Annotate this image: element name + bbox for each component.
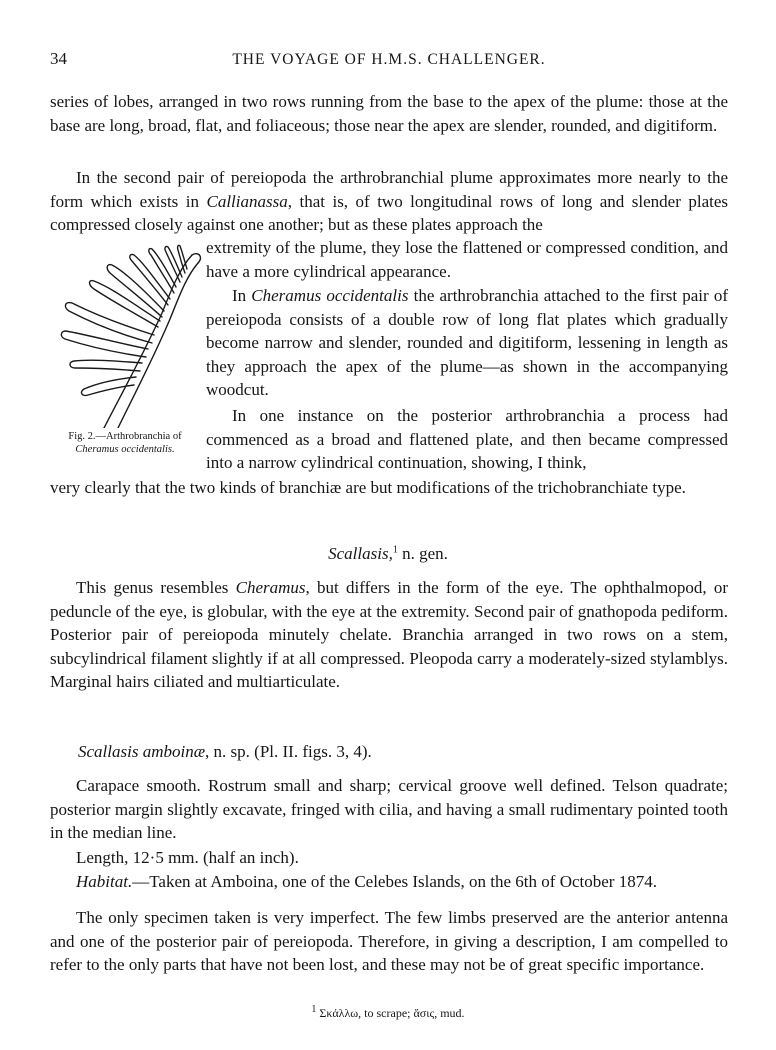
page-number: 34 <box>50 49 67 68</box>
caption-label: Fig. 2.—Arthrobranchia of <box>68 431 182 442</box>
footnote-reference: 1 <box>392 544 398 556</box>
paragraph-posterior-arthrobranchia-continued: very clearly that the two kinds of branchiæ are but modifications of the trichobranchiate type. <box>50 478 686 497</box>
paragraph-species-description: Carapace smooth. Rostrum small and sharp; cervical groove well defined. Telson quadrate; posterior margin slightly excavate, fringed with cilia, and having a small rudimentary pointed tooth in the median line. <box>50 776 728 842</box>
paragraph-second-pair: In the second pair of pereiopoda the arthrobranchial plume approximates more nearly to the form which exists in Callianassa, that is, of two longitudinal rows of long and slender plates compressed closely against one another; but as these plates approach the <box>50 168 728 234</box>
footnote-text: Σκάλλω, to scrape; ἄσις, mud. <box>316 1006 465 1020</box>
paragraph-cheramus: In Cheramus occidentalis the arthrobranchia attached to the first pair of pereiopoda consists of a double row of long flat plates which gradually become narrow and slender, rounded and digitiform, lessening in length as they approach the apex of the plume—as shown in the accompanying woodcut. <box>206 286 728 399</box>
paragraph-posterior-arthrobranchia: In one instance on the posterior arthrobranchia a process had commenced as a broad and flattened plate, and then became compressed into a narrow cylindrical continuation, showing, I think, <box>206 406 728 472</box>
genus-cheramus: Cheramus <box>235 578 306 597</box>
footnote-mark: 1 <box>311 1004 317 1015</box>
running-title: THE VOYAGE OF H.M.S. CHALLENGER. <box>232 51 546 68</box>
arthrobranchia-illustration <box>52 243 202 428</box>
genus-callianassa: Callianassa <box>206 191 288 211</box>
species-heading: Scallasis amboinæ, n. sp. (Pl. II. figs. 3, 4). <box>78 742 372 761</box>
page-header <box>50 47 728 71</box>
footnote <box>0 1002 776 1026</box>
paragraph-remarks: The only specimen taken is very imperfect. The few limbs preserved are the anterior antenna and one of the posterior pair of pereiopoda. Therefore, in giving a description, I am compelled to refer to the only parts that have not been lost, and these may not be of great specific importance. <box>50 908 728 974</box>
caption-species: Cheramus occidentalis. <box>75 444 175 455</box>
species-habitat: Habitat.—Taken at Amboina, one of the Celebes Islands, on the 6th of October 1874. <box>76 872 657 891</box>
genus-name: Scallasis, <box>328 544 393 563</box>
paragraph-genus-description: This genus resembles Cheramus, but differs in the form of the eye. The ophthalmopod, or peduncle of the eye, is globular, with the eye at the extremity. Second pair of gnathopoda pediform. Posterior pair of pereiopoda minutely chelate. Branchia arranged in two rows on a stem, subcylindrical filament slightly if at all compressed. Pleopoda carry a moderately-sized stylamblys. Marginal hairs ciliated and multiarticulate. <box>50 578 728 691</box>
figure-caption <box>44 430 206 456</box>
paragraph-lobes-text: series of lobes, arranged in two rows running from the base to the apex of the plume: those at the base are long, broad, flat, and foliaceous; those near the apex are slender, rounded, and digitiform. <box>50 92 728 135</box>
genus-heading: Scallasis,$^1$ n. gen. <box>328 544 448 563</box>
species-cheramus-occidentalis: Cheramus occidentalis <box>251 286 409 305</box>
species-name: Scallasis amboinæ <box>78 742 206 761</box>
species-length: Length, 12·5 mm. (half an inch). <box>76 848 299 867</box>
paragraph-second-pair-continued: extremity of the plume, they lose the flattened or compressed condition, and have a more cylindrical appearance. <box>206 238 728 281</box>
habitat-label: Habitat. <box>76 872 133 891</box>
paragraph-lobes <box>50 90 728 137</box>
woodcut-figure <box>44 243 206 463</box>
